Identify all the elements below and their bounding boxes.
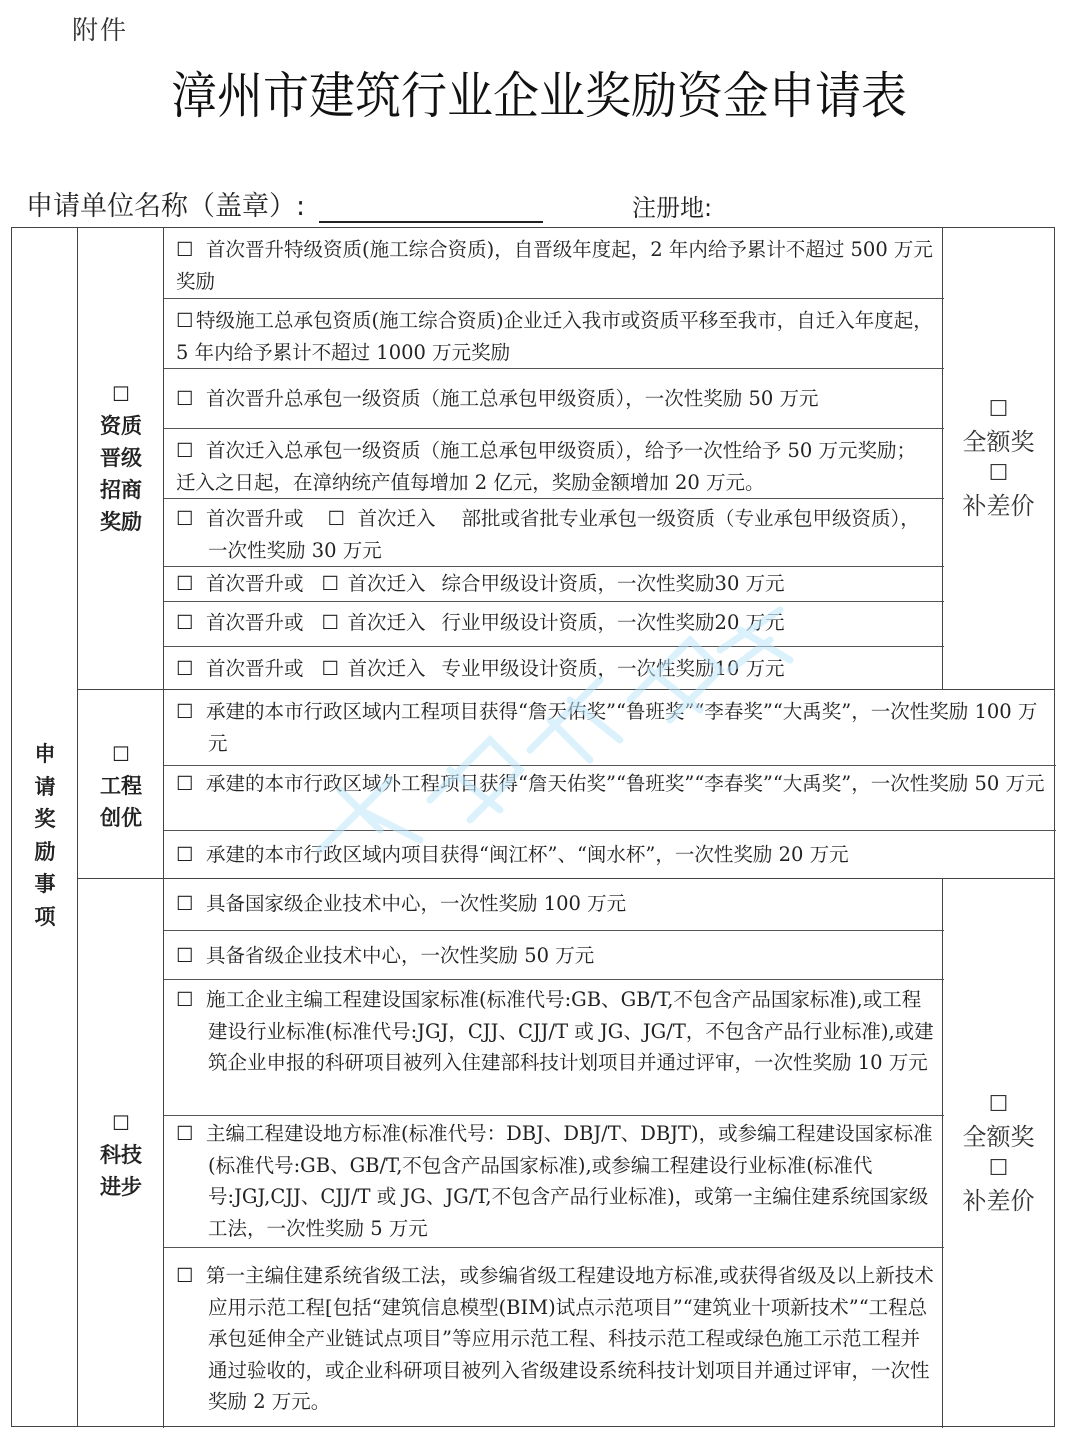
main-label-column (12, 228, 78, 1426)
first-relocation-checkbox[interactable]: ☐ (321, 657, 339, 680)
category-text: 进步 (100, 1174, 142, 1199)
category-checkbox[interactable]: ☐ (112, 382, 130, 406)
first-promotion-checkbox[interactable]: ☐ (176, 507, 194, 530)
item-text: 行业甲级设计资质，一次性奖励20 万元 (441, 611, 785, 634)
item-text: 部批或省批专业承包一级资质（专业承包甲级资质），一次性奖励 30 万元 (208, 507, 920, 562)
item-text: 施工企业主编工程建设国家标准(标准代号:GB、GB/T,不包含产品国家标准),或工程建设行业标准(标准代号:JGJ，CJJ、CJJ/T 或 JG、JG/T，不包含产品行业标准),或建筑企业申报的科研项目被列入住建部科技计划项目并通过评审，一次性奖励 10 万元 (206, 988, 934, 1074)
item-option-text: 首次晋升或 (206, 507, 304, 530)
category-cell (78, 879, 164, 1428)
main-label-char: 事 (34, 871, 56, 896)
difference-award-checkbox[interactable]: ☐ (988, 461, 1009, 486)
item-text: 承建的本市行政区域内工程项目获得“詹天佑奖”“鲁班奖”“李春奖”“大禹奖”，一次性奖励 100 万元 (206, 700, 1038, 755)
list-item (164, 601, 944, 646)
list-item (164, 498, 944, 566)
list-item (164, 228, 944, 298)
item-checkbox[interactable]: ☐ (176, 988, 194, 1011)
award-options (943, 1089, 1054, 1217)
difference-award-label: 补差价 (962, 1187, 1035, 1215)
category-text: 创优 (100, 805, 142, 830)
page-title: 漳州市建筑行业企业奖励资金申请表 (171, 67, 907, 125)
section-technology-progress (78, 878, 1054, 1428)
attachment-label: 附件 (72, 16, 129, 46)
item-option-text: 首次晋升或 (206, 657, 304, 680)
item-text: 专业甲级设计资质，一次性奖励10 万元 (441, 657, 785, 680)
category-text: 晋级 (100, 445, 142, 470)
full-award-label: 全额奖 (962, 428, 1035, 456)
award-options (943, 394, 1054, 522)
section-engineering-excellence (78, 689, 1054, 878)
list-item (164, 646, 944, 689)
main-label (12, 738, 78, 933)
item-checkbox[interactable]: ☐ (176, 1264, 194, 1287)
applicant-label: 申请单位名称（盖章）: (26, 191, 306, 222)
list-item (164, 298, 944, 368)
category-checkbox[interactable]: ☐ (112, 1111, 130, 1135)
category-text: 奖励 (100, 509, 142, 534)
item-option-text: 首次迁入 (347, 657, 426, 680)
item-text: 综合甲级设计资质，一次性奖励30 万元 (441, 572, 785, 595)
item-text: 主编工程建设地方标准(标准代号：DBJ、DBJ/T、DBJT)，或参编工程建设国家标准(标准代号:GB、GB/T,不包含产品国家标准),或参编工程建设行业标准(标准代号:JGJ,CJJ、CJJ/T 或 JG、JG/T,不包含产品行业标准)，或第一主编住建系统国家级工法，一次性奖励 5 万元 (206, 1122, 933, 1240)
applicant-name-field[interactable] (319, 191, 543, 223)
category-text: 招商 (100, 477, 142, 502)
list-item (164, 1247, 944, 1429)
category-label (78, 738, 164, 834)
main-label-char: 项 (34, 903, 56, 929)
award-type-cell (942, 879, 1054, 1428)
item-text: 首次晋升特级资质(施工综合资质)，自晋级年度起，2 年内给予累计不超过 500 万元奖励 (176, 238, 933, 293)
category-label (78, 1107, 164, 1203)
first-relocation-checkbox[interactable]: ☐ (327, 507, 345, 530)
list-item (164, 830, 1056, 879)
full-award-label: 全额奖 (962, 1123, 1035, 1151)
first-relocation-checkbox[interactable]: ☐ (321, 611, 339, 634)
list-item (164, 765, 1056, 830)
item-list (164, 879, 944, 1428)
applicant-row (26, 184, 543, 223)
item-text: 具备省级企业技术中心，一次性奖励 50 万元 (206, 944, 595, 967)
item-list (164, 228, 944, 689)
item-text: 首次晋升总承包一级资质（施工总承包甲级资质），一次性奖励 50 万元 (206, 387, 819, 410)
difference-award-label: 补差价 (962, 492, 1035, 520)
award-type-cell (942, 228, 1054, 689)
item-option-text: 首次晋升或 (206, 611, 304, 634)
category-text: 工程 (100, 773, 142, 798)
item-checkbox[interactable]: ☐ (176, 772, 194, 795)
item-checkbox[interactable]: ☐ (176, 238, 194, 261)
item-list (164, 690, 1056, 878)
item-text: 承建的本市行政区域外工程项目获得“詹天佑奖”“鲁班奖”“李春奖”“大禹奖”，一次性奖励 50 万元 (206, 772, 1045, 795)
item-option-text: 首次晋升或 (206, 572, 304, 595)
list-item (164, 690, 1056, 765)
category-label (78, 378, 164, 538)
category-text: 科技 (100, 1142, 142, 1167)
full-award-checkbox[interactable]: ☐ (988, 1092, 1009, 1117)
item-text: 首次迁入总承包一级资质（施工总承包甲级资质），给予一次性给予 50 万元奖励；迁入之日起，在漳纳统产值每增加 2 亿元，奖励金额增加 20 万元。 (176, 439, 916, 494)
section-qualification (78, 228, 1054, 689)
main-label-char: 请 (34, 773, 56, 799)
list-item (164, 1115, 944, 1247)
first-promotion-checkbox[interactable]: ☐ (176, 611, 194, 634)
category-checkbox[interactable]: ☐ (112, 742, 130, 766)
list-item (164, 428, 944, 498)
main-label-char: 申 (34, 741, 56, 766)
item-checkbox[interactable]: ☐ (176, 309, 194, 332)
category-text: 资质 (100, 413, 142, 438)
list-item (164, 930, 944, 979)
category-cell (78, 690, 164, 878)
difference-award-checkbox[interactable]: ☐ (988, 1156, 1009, 1181)
item-option-text: 首次迁入 (347, 611, 426, 634)
item-text: 承建的本市行政区域内项目获得“闽江杯”、“闽水杯”，一次性奖励 20 万元 (206, 843, 849, 866)
item-checkbox[interactable]: ☐ (176, 944, 194, 967)
registration-label: 注册地: (632, 194, 713, 222)
first-promotion-checkbox[interactable]: ☐ (176, 572, 194, 595)
item-checkbox[interactable]: ☐ (176, 387, 194, 410)
application-table (11, 227, 1055, 1427)
main-label-char: 励 (34, 838, 56, 864)
item-text: 具备国家级企业技术中心，一次性奖励 100 万元 (206, 892, 627, 915)
list-item (164, 879, 944, 930)
item-checkbox[interactable]: ☐ (176, 892, 194, 915)
item-option-text: 首次迁入 (357, 507, 436, 530)
item-checkbox[interactable]: ☐ (176, 1122, 194, 1145)
item-checkbox[interactable]: ☐ (176, 700, 194, 723)
item-checkbox[interactable]: ☐ (176, 843, 194, 866)
list-item (164, 979, 944, 1115)
registration-field[interactable] (722, 186, 1026, 218)
first-relocation-checkbox[interactable]: ☐ (321, 572, 339, 595)
first-promotion-checkbox[interactable]: ☐ (176, 657, 194, 680)
category-cell (78, 228, 164, 689)
list-item (164, 368, 944, 428)
list-item (164, 566, 944, 601)
item-option-text: 首次迁入 (347, 572, 426, 595)
item-checkbox[interactable]: ☐ (176, 439, 194, 462)
full-award-checkbox[interactable]: ☐ (988, 397, 1009, 422)
main-label-char: 奖 (34, 806, 56, 831)
item-text: 第一主编住建系统省级工法，或参编省级工程建设地方标准,或获得省级及以上新技术应用示范工程[包括“建筑信息模型(BIM)试点示范项目”“建筑业十项新技术”“工程总承包延伸全产业链试点项目”等应用示范工程、科技示范工程或绿色施工示范工程并通过验收的，或企业科研项目被列入省级建设系统科技计划项目并通过评审，一次性奖励 2 万元。 (206, 1264, 934, 1413)
item-text: 特级施工总承包资质(施工综合资质)企业迁入我市或资质平移至我市，自迁入年度起，5 年内给予累计不超过 1000 万元奖励 (176, 309, 933, 364)
